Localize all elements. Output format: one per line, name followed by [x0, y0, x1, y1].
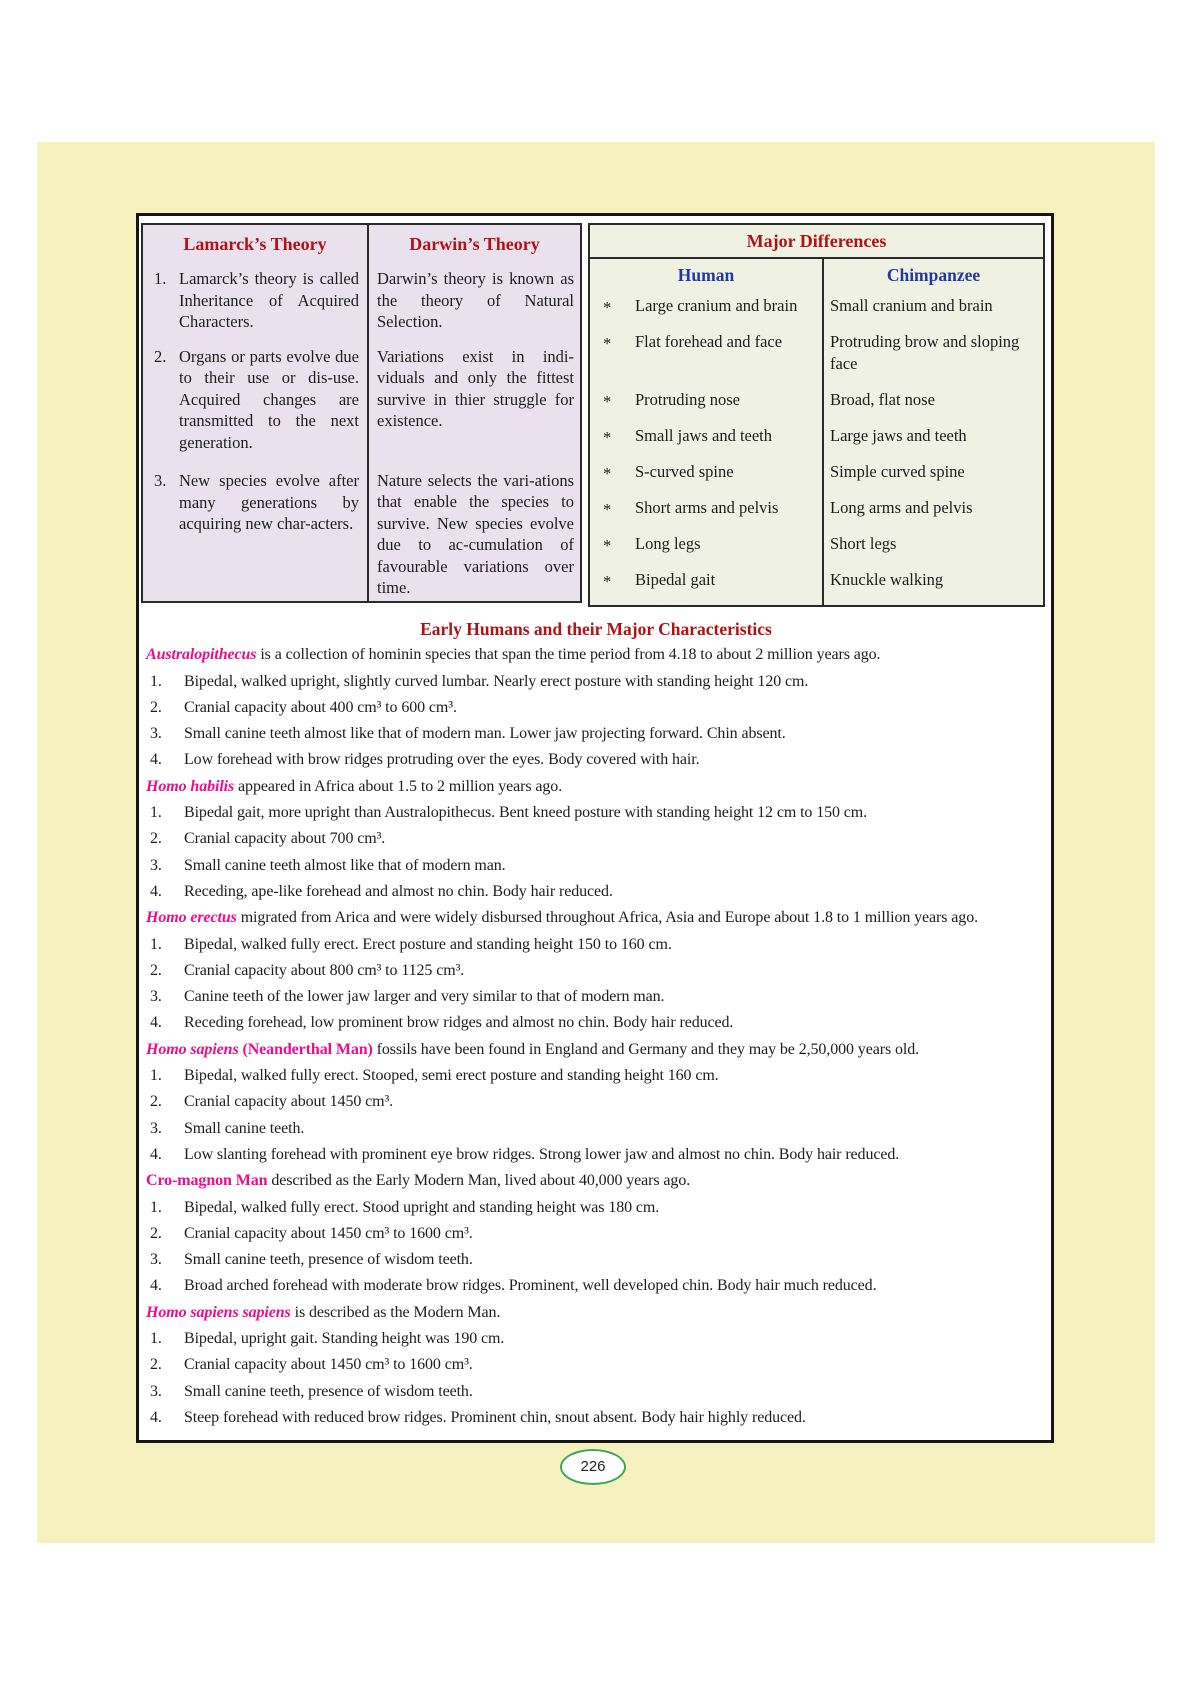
item-text: Canine teeth of the lower jaw larger and very similar to that of modern man. [184, 988, 665, 1006]
chimpanzee-cell: Protruding brow and sloping face [822, 331, 1043, 389]
species-item [146, 1063, 1046, 1089]
item-number: 4. [150, 1145, 162, 1163]
early-humans-section [146, 616, 1046, 1431]
chimpanzee-cell: Small cranium and brain [822, 295, 1043, 331]
item-text: Bipedal, walked fully erect. Erect posture and standing height 150 to 160 cm. [184, 935, 672, 953]
item-number: 4. [150, 751, 162, 769]
species-item [146, 1247, 1046, 1273]
species-intro-line [146, 1168, 1046, 1194]
species-item [146, 1089, 1046, 1115]
asterisk-bullet: * [603, 392, 612, 411]
item-number: 1. [150, 935, 162, 953]
item-text: Receding, ape-like forehead and almost no chin. Body hair reduced. [184, 882, 613, 900]
item-text: Bipedal, upright gait. Standing height was 190 cm. [184, 1330, 505, 1348]
species-intro-text: is described as the Modern Man. [290, 1303, 501, 1321]
species-item [146, 1221, 1046, 1247]
major-differences-table [588, 223, 1045, 607]
human-cell [590, 569, 822, 605]
human-text: S-curved spine [635, 462, 734, 481]
differences-header-row [590, 259, 1043, 295]
human-text: Bipedal gait [635, 570, 716, 589]
item-text: Broad arched forehead with moderate brow ridges. Prominent, well developed chin. Body hair much reduced. [184, 1277, 877, 1295]
asterisk-bullet: * [603, 464, 612, 483]
content-frame [136, 213, 1054, 1443]
difference-row [590, 331, 1043, 389]
human-text: Large cranium and brain [635, 296, 798, 315]
human-text: Short arms and pelvis [635, 498, 779, 517]
species-intro-line [146, 774, 1046, 800]
item-text: Bipedal, walked upright, slightly curved lumbar. Nearly erect posture with standing height 120 cm. [184, 672, 809, 690]
item-text: Bipedal, walked fully erect. Stood upright and standing height was 180 cm. [184, 1198, 660, 1216]
item-number: 2. [150, 1356, 162, 1374]
species-name: Homo habilis [146, 777, 235, 795]
asterisk-bullet: * [603, 572, 612, 591]
asterisk-bullet: * [603, 536, 612, 555]
lamarck-item [143, 346, 367, 454]
species-item [146, 1326, 1046, 1352]
differences-table-title: Major Differences [590, 225, 1043, 259]
asterisk-bullet: * [603, 500, 612, 519]
item-number: 1. [150, 804, 162, 822]
lamarck-column-header: Lamarck’s Theory [183, 234, 327, 254]
human-cell [590, 425, 822, 461]
item-text: Cranial capacity about 400 cm³ to 600 cm³. [184, 698, 457, 716]
item-number: 2. [150, 830, 162, 848]
item-text: Small canine teeth. [184, 1119, 305, 1137]
difference-row [590, 295, 1043, 331]
species-name-upright: (Neanderthal Man) [238, 1040, 373, 1058]
species-item [146, 669, 1046, 695]
item-number: 3. [154, 471, 167, 490]
species-item [146, 1405, 1046, 1431]
species-item [146, 1352, 1046, 1378]
chimpanzee-cell: Short legs [822, 533, 1043, 569]
species-item [146, 695, 1046, 721]
item-text: Low slanting forehead with prominent eye brow ridges. Strong lower jaw and almost no chin. Body hair reduced. [184, 1145, 900, 1163]
item-number: 3. [150, 988, 162, 1006]
species-name: Australopithecus [146, 646, 257, 664]
darwin-paragraph: Nature selects the vari-ations that enable the species to survive. New species evolve due to ac-cumulation of favourable variations over time. [377, 470, 574, 597]
page-number-badge: 226 [560, 1449, 626, 1485]
human-text: Small jaws and teeth [635, 426, 773, 445]
item-text: Steep forehead with reduced brow ridges. Prominent chin, snout absent. Body hair highly reduced. [184, 1408, 806, 1426]
item-number: 3. [150, 856, 162, 874]
species-intro-text: described as the Early Modern Man, lived about 40,000 years ago. [267, 1172, 691, 1190]
item-text: Small canine teeth, presence of wisdom teeth. [184, 1382, 473, 1400]
page-background [37, 142, 1155, 1543]
species-intro-line [146, 905, 1046, 931]
human-column-header: Human [677, 265, 735, 285]
species-intro-text: migrated from Arica and were widely disbursed throughout Africa, Asia and Europe about 1.8 to 1 million years ago. [236, 909, 979, 927]
species-item [146, 1116, 1046, 1142]
difference-row [590, 461, 1043, 497]
chimpanzee-cell: Broad, flat nose [822, 389, 1043, 425]
human-cell [590, 497, 822, 533]
chimpanzee-cell: Knuckle walking [822, 569, 1043, 605]
lamarck-item-text: New species evolve after many generations by acquiring new char-acters. [179, 471, 359, 533]
darwin-paragraph: Darwin’s theory is known as the theory of Natural Selection. [377, 269, 574, 331]
species-item [146, 853, 1046, 879]
difference-row [590, 389, 1043, 425]
species-item [146, 1142, 1046, 1168]
lamarck-item-text: Organs or parts evolve due to their use or dis-use. Acquired changes are transmitted to the next generation. [179, 346, 359, 452]
item-text: Bipedal, walked fully erect. Stooped, semi erect posture and standing height 160 cm. [184, 1067, 719, 1085]
item-text: Low forehead with brow ridges protruding over the eyes. Body covered with hair. [184, 751, 700, 769]
comparison-tables-row [141, 223, 1045, 607]
item-text: Cranial capacity about 700 cm³. [184, 830, 386, 848]
item-number: 1. [154, 269, 167, 288]
difference-row [590, 425, 1043, 461]
item-number: 3. [150, 1382, 162, 1400]
human-cell [590, 295, 822, 331]
item-number: 4. [150, 882, 162, 900]
item-number: 2. [154, 346, 167, 366]
asterisk-bullet: * [603, 298, 612, 317]
item-number: 2. [150, 1093, 162, 1111]
species-item [146, 879, 1046, 905]
darwin-paragraph: Variations exist in indi-viduals and only the fittest survive in thier struggle for existence. [377, 346, 574, 430]
item-number: 4. [150, 1014, 162, 1032]
species-item [146, 984, 1046, 1010]
species-item [146, 932, 1046, 958]
item-text: Cranial capacity about 1450 cm³ to 1600 cm³. [184, 1356, 473, 1374]
darwin-column [369, 225, 580, 601]
item-number: 3. [150, 1251, 162, 1269]
species-intro-line [146, 642, 1046, 668]
chimpanzee-cell: Long arms and pelvis [822, 497, 1043, 533]
item-number: 1. [150, 672, 162, 690]
item-text: Small canine teeth, presence of wisdom teeth. [184, 1251, 473, 1269]
item-number: 4. [150, 1277, 162, 1295]
species-name: Homo sapiens sapiens [146, 1303, 291, 1321]
item-text: Small canine teeth almost like that of modern man. [184, 856, 506, 874]
species-intro-line [146, 1037, 1046, 1063]
chimpanzee-cell: Simple curved spine [822, 461, 1043, 497]
chimpanzee-cell: Large jaws and teeth [822, 425, 1043, 461]
lamarck-column [143, 225, 369, 601]
chimpanzee-column-header: Chimpanzee [822, 259, 1043, 295]
species-intro-line [146, 1300, 1046, 1326]
species-item [146, 747, 1046, 773]
theory-comparison-table [141, 223, 582, 603]
human-text: Flat forehead and face [635, 332, 783, 351]
human-cell [590, 461, 822, 497]
species-item [146, 1379, 1046, 1405]
human-text: Long legs [635, 534, 701, 553]
species-intro-text: appeared in Africa about 1.5 to 2 million years ago. [234, 777, 563, 795]
item-text: Cranial capacity about 1450 cm³ to 1600 cm³. [184, 1224, 473, 1242]
species-name: Homo erectus [146, 909, 237, 927]
species-item [146, 721, 1046, 747]
species-name-upright: Cro-magnon Man [146, 1172, 268, 1190]
species-item [146, 826, 1046, 852]
item-number: 1. [150, 1198, 162, 1216]
item-number: 1. [150, 1330, 162, 1348]
species-item [146, 958, 1046, 984]
species-item [146, 1273, 1046, 1299]
difference-row [590, 497, 1043, 533]
item-number: 3. [150, 725, 162, 743]
human-cell [590, 389, 822, 425]
darwin-column-header: Darwin’s Theory [409, 234, 540, 254]
species-intro-text: is a collection of hominin species that span the time period from 4.18 to about 2 million years ago. [256, 646, 881, 664]
item-number: 4. [150, 1408, 162, 1426]
asterisk-bullet: * [603, 428, 612, 447]
lamarck-item [143, 268, 367, 333]
species-item [146, 800, 1046, 826]
item-text: Small canine teeth almost like that of modern man. Lower jaw projecting forward. Chin absent. [184, 725, 786, 743]
human-cell [590, 533, 822, 569]
item-number: 2. [150, 1224, 162, 1242]
item-text: Cranial capacity about 1450 cm³. [184, 1093, 394, 1111]
item-number: 2. [150, 961, 162, 979]
item-text: Cranial capacity about 800 cm³ to 1125 cm³. [184, 961, 465, 979]
item-text: Bipedal gait, more upright than Australopithecus. Bent kneed posture with standing height 12 cm to 150 cm. [184, 804, 868, 822]
item-text: Receding forehead, low prominent brow ridges and almost no chin. Body hair reduced. [184, 1014, 734, 1032]
item-number: 3. [150, 1119, 162, 1137]
species-intro-text: fossils have been found in England and Germany and they may be 2,50,000 years old. [372, 1040, 920, 1058]
difference-row [590, 569, 1043, 605]
item-number: 1. [150, 1067, 162, 1085]
species-item [146, 1195, 1046, 1221]
human-text: Protruding nose [635, 390, 740, 409]
lamarck-item [143, 470, 367, 535]
species-item [146, 1010, 1046, 1036]
item-number: 2. [150, 698, 162, 716]
lamarck-item-text: Lamarck’s theory is called Inheritance of Acquired Characters. [179, 269, 359, 331]
difference-row [590, 533, 1043, 569]
human-cell [590, 331, 822, 389]
asterisk-bullet: * [603, 334, 612, 353]
early-humans-heading: Early Humans and their Major Characteristics [420, 619, 772, 639]
species-name: Homo sapiens [146, 1040, 239, 1058]
